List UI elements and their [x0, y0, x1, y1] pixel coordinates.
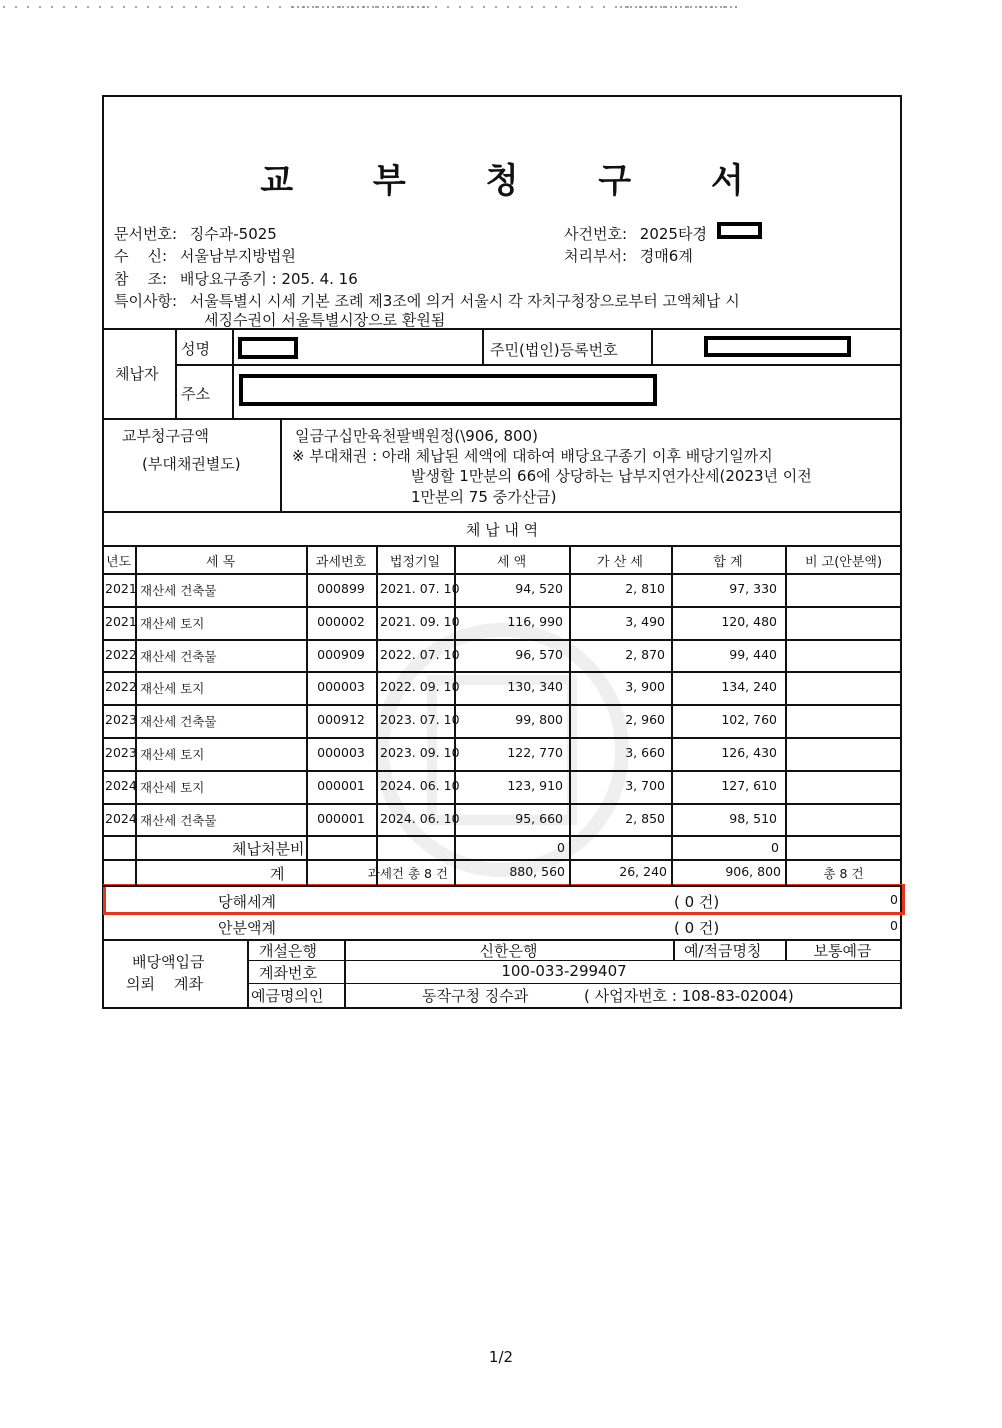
sum-label: 계 [270, 865, 285, 884]
row-tax-amount: 122, 770 [507, 745, 563, 760]
recipient-value: 서울남부지방법원 [179, 247, 296, 265]
row-tax-number: 000001 [317, 810, 365, 826]
header-total: 합 계 [713, 555, 743, 570]
claim-amount-text: 일금구십만육천팔백원정(\906, 800) [295, 427, 538, 445]
row-year: 2021 [105, 581, 137, 596]
claim-label-line2: (부대채권별도) [142, 455, 241, 473]
row-tax-amount: 94, 520 [515, 581, 563, 596]
recipient-label: 수 신: [114, 247, 168, 265]
prorated-count: ( 0 건) [674, 919, 720, 938]
special-value-line1: 서울특별시 시세 기본 조례 제3조에 의거 서울시 각 자치구청장으로부터 고액체납 시 [189, 292, 740, 310]
scan-dots [0, 0, 1002, 12]
header-due-date: 법정기일 [389, 555, 441, 570]
disposition-label: 체납처분비 [232, 840, 305, 859]
department-label: 처리부서: [564, 247, 628, 265]
taxpayer-id-label: 주민(법인)등록번호 [490, 341, 618, 359]
row-total: 126, 430 [721, 745, 777, 760]
row-tax-amount: 99, 800 [515, 712, 563, 728]
row-tax-number: 000002 [317, 613, 365, 629]
row-total: 98, 510 [729, 810, 777, 826]
taxpayer-name-redaction [238, 337, 298, 359]
row-due-date: 2022. 07. 10 [380, 646, 460, 662]
row-penalty: 3, 700 [625, 777, 665, 793]
case-number-value: 2025타경 [639, 225, 707, 243]
sum-note: 총 8 건 [823, 866, 864, 882]
department-row [564, 245, 693, 266]
row-year: 2021 [105, 613, 137, 629]
account-holder-value: 동작구청 징수과 [422, 987, 529, 1006]
recipient-row [114, 245, 296, 266]
row-tax-amount: 96, 570 [515, 646, 563, 662]
header-note: 비 고(안분액) [804, 555, 883, 570]
header-tax: 세 액 [496, 555, 527, 570]
row-tax-number: 000001 [317, 777, 365, 793]
header-penalty: 가 산 세 [597, 555, 643, 570]
row-item: 재산세 토지 [140, 779, 205, 795]
row-total: 97, 330 [729, 581, 777, 596]
header-item: 세 목 [205, 555, 236, 570]
account-holder-label: 예금명의인 [251, 987, 324, 1006]
sum-total: 906, 800 [725, 864, 781, 880]
sum-penalty: 26, 240 [619, 864, 667, 880]
row-tax-amount: 116, 990 [507, 613, 563, 629]
row-due-date: 2024. 06. 10 [380, 810, 460, 826]
row-item: 재산세 건축물 [140, 812, 217, 828]
row-total: 102, 760 [721, 712, 777, 728]
business-number: ( 사업자번호 : 108-83-02004) [584, 987, 794, 1006]
row-due-date: 2023. 07. 10 [380, 712, 460, 728]
disposition-total: 0 [771, 840, 779, 856]
claim-note-line2: 발생할 1만분의 66에 상당하는 납부지연가산세(2023년 이전 [411, 467, 812, 485]
arrears-section-title: 체 납 내 역 [465, 521, 539, 539]
row-due-date: 2021. 07. 10 [380, 581, 460, 596]
disposition-tax: 0 [557, 840, 565, 856]
row-penalty: 2, 870 [625, 646, 665, 662]
row-penalty: 2, 850 [625, 810, 665, 826]
taxpayer-name-label: 성명 [181, 340, 210, 358]
row-year: 2024 [105, 777, 137, 793]
sum-count: 과세건 총 8 건 [367, 866, 448, 882]
row-tax-amount: 123, 910 [507, 777, 563, 793]
row-item: 재산세 토지 [140, 681, 205, 697]
row-due-date: 2021. 09. 10 [380, 613, 460, 629]
case-number-label: 사건번호: [564, 225, 628, 243]
row-tax-number: 000912 [317, 712, 365, 728]
doc-number-row [114, 223, 277, 244]
bank-name-label: 개설은행 [259, 942, 317, 961]
row-penalty: 2, 960 [625, 712, 665, 728]
case-number-redaction [717, 222, 762, 239]
special-label: 특이사항: [114, 292, 178, 310]
row-total: 134, 240 [721, 679, 777, 695]
row-item: 재산세 건축물 [140, 583, 217, 598]
row-year: 2024 [105, 810, 137, 826]
page-number: 1/2 [488, 1348, 514, 1366]
row-tax-amount: 130, 340 [507, 679, 563, 695]
row-due-date: 2023. 09. 10 [380, 745, 460, 760]
doc-number-value: 징수과-5025 [189, 225, 277, 243]
reference-value: 배당요구종기 : 205. 4. 16 [179, 270, 358, 288]
row-due-date: 2024. 06. 10 [380, 777, 460, 793]
row-tax-number: 000899 [317, 581, 365, 596]
row-item: 재산세 건축물 [140, 648, 217, 664]
row-total: 127, 610 [721, 777, 777, 793]
header-year: 년도 [105, 555, 132, 570]
row-total: 99, 440 [729, 646, 777, 662]
row-year: 2022 [105, 646, 137, 662]
row-total: 120, 480 [721, 613, 777, 629]
bank-section-line2: 의뢰 계좌 [126, 975, 204, 994]
taxpayer-id-redaction [704, 336, 851, 357]
claim-label-line1: 교부청구금액 [122, 427, 209, 445]
reference-label: 참 조: [114, 270, 168, 288]
row-due-date: 2022. 09. 10 [380, 679, 460, 695]
deposit-type-label: 예/적금명칭 [684, 942, 762, 961]
claim-note-line1: ※ 부대채권 : 아래 체납된 세액에 대하여 배당요구종기 이후 배당기일까지 [292, 447, 773, 465]
prorated-value: 0 [890, 918, 898, 934]
sum-tax: 880, 560 [509, 864, 565, 880]
account-number-value: 100-033-299407 [501, 962, 627, 981]
row-penalty: 2, 810 [625, 581, 665, 596]
row-item: 재산세 토지 [140, 747, 205, 762]
claim-note-line3: 1만분의 75 중가산금) [411, 488, 557, 506]
document-title: 교 부 청 구 서 [260, 161, 778, 201]
applicable-tax-count: ( 0 건) [674, 893, 720, 912]
deposit-type-value: 보통예금 [813, 942, 872, 961]
bank-name-value: 신한은행 [479, 942, 538, 961]
row-tax-number: 000909 [317, 646, 365, 662]
applicable-tax-label: 당해세계 [218, 893, 276, 912]
prorated-label: 안분액계 [218, 919, 276, 938]
case-number-row [564, 223, 707, 244]
row-year: 2022 [105, 679, 137, 695]
row-item: 재산세 건축물 [140, 714, 217, 730]
account-number-label: 계좌번호 [259, 964, 317, 983]
document-sheet [102, 95, 902, 1005]
row-penalty: 3, 660 [625, 745, 665, 760]
row-year: 2023 [105, 712, 137, 728]
bank-section-line1: 배당액입금 [132, 953, 205, 972]
taxpayer-section-label: 체납자 [115, 365, 159, 383]
row-tax-number: 000003 [317, 745, 365, 760]
row-item: 재산세 토지 [140, 615, 205, 631]
special-value-line2: 세징수권이 서울특별시장으로 환원됨 [204, 311, 446, 329]
row-penalty: 3, 900 [625, 679, 665, 695]
applicable-tax-value: 0 [890, 892, 898, 908]
row-tax-amount: 95, 660 [515, 810, 563, 826]
doc-number-label: 문서번호: [114, 225, 178, 243]
row-tax-number: 000003 [317, 679, 365, 695]
special-row [114, 290, 740, 311]
row-year: 2023 [105, 745, 137, 760]
header-tax-no: 과세번호 [315, 555, 367, 570]
row-penalty: 3, 490 [625, 613, 665, 629]
taxpayer-address-redaction [239, 374, 657, 406]
reference-row [114, 268, 358, 289]
taxpayer-address-label: 주소 [181, 385, 210, 403]
department-value: 경매6계 [639, 247, 693, 265]
